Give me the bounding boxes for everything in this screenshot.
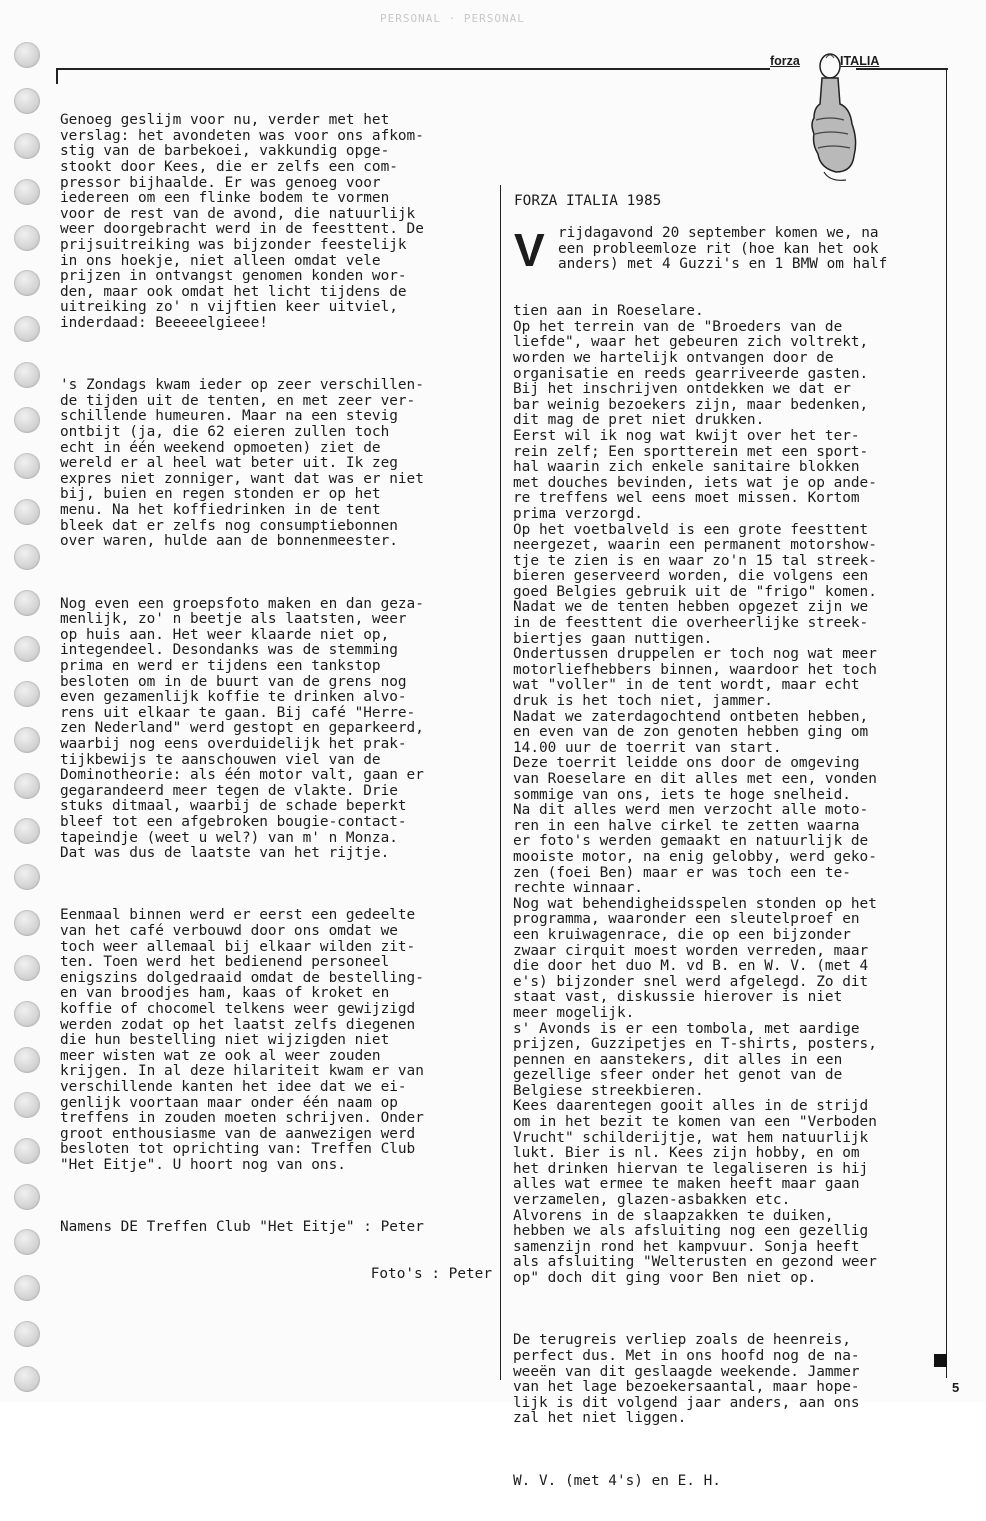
binder-hole xyxy=(14,773,40,799)
binder-hole xyxy=(14,1092,40,1118)
signature-line: W. V. (met 4's) en E. H. xyxy=(513,1472,721,1489)
binder-hole xyxy=(14,133,40,159)
binder-hole xyxy=(14,407,40,433)
binder-hole xyxy=(14,590,40,616)
binder-hole xyxy=(14,681,40,707)
drop-cap: V xyxy=(514,224,545,276)
binder-hole xyxy=(14,818,40,844)
binder-hole xyxy=(14,910,40,936)
column-divider xyxy=(500,185,501,1380)
frame-top-line-right xyxy=(856,68,948,70)
binder-hole xyxy=(14,864,40,890)
paragraph: Eenmaal binnen werd er eerst een gedeelte van het café verbouwd door ons omdat we toch weer allemaal bij elkaar wilden zit- ten. Toen werd het bedienend personeel enigszins dolgedraaid omdat de bestelling- en van broodjes ham, kaas of kroket en koffie of chocomel telkens weer gewijzigd werden zodat op het laatst zelfs diegenen die hun bestelling niet wijzigden niet meer wisten wat ze ook al weer zouden krijgen. In al deze hilariteit kwam er van verschillende kanten het idee dat we ei- genlijk voortaan maar onder één naam op treffens in zouden moeten schrijven. Onder groot enthousiasme van de aanwezigen werd besloten tot oprichting van: Treffen Club "Het Eitje". U hoort nog van ons. xyxy=(60,907,424,1173)
frame-top-line xyxy=(56,68,770,70)
brand-italia: ITALIA xyxy=(840,54,880,68)
article-title: FORZA ITALIA 1985 xyxy=(514,193,662,209)
binder-hole xyxy=(14,727,40,753)
binder-hole xyxy=(14,88,40,114)
right-column xyxy=(513,273,945,1521)
signature-line: Namens DE Treffen Club "Het Eitje" : Peter xyxy=(60,1219,424,1236)
binder-hole xyxy=(14,1366,40,1392)
left-column xyxy=(60,82,492,1314)
frame-left-tick xyxy=(56,68,58,84)
binder-hole xyxy=(14,1229,40,1255)
binder-hole xyxy=(14,544,40,570)
binder-hole xyxy=(14,316,40,342)
binder-hole xyxy=(14,42,40,68)
binder-hole xyxy=(14,955,40,981)
brand-forza: forza xyxy=(770,54,800,68)
binder-hole xyxy=(14,499,40,525)
binder-hole xyxy=(14,1321,40,1347)
thumbs-up-icon xyxy=(800,44,862,184)
binder-hole xyxy=(14,179,40,205)
binder-hole xyxy=(14,362,40,388)
paragraph: 's Zondags kwam ieder op zeer verschillen- de tijden uit de tenten, en met zeer ver- schillende humeuren. Maar na een stevig ontbijt (ja, die 62 eieren zullen toch echt in één weekend opmoeten) ziet de wereld er al heel wat beter uit. Ik zeg expres niet zonniger, want dat was er niet bij, buien en regen stonden er op het menu. Na het koffiedrinken in de tent bleek dat er zelfs nog consumptiebonnen over waren, hulde aan de bonnenmeester. xyxy=(60,377,424,550)
binder-hole xyxy=(14,1138,40,1164)
paragraph: Nog even een groepsfoto maken en dan geza- menlijk, zo' n beetje als laatsten, weer op huis aan. Het weer klaarde niet op, integendeel. Desondanks was de stemming prima en werd er tijdens een tankstop besloten om in de buurt van de grens nog even gezamenlijk koffie te drinken alvo- rens uit elkaar te gaan. Bij café "Herre- zen Nederland" werd gestopt en geparkeerd, waarbij nog eens overduidelijk het prak- tijkbewijs te aanschouwen viel van de Dominotheorie: als één motor valt, gaan er gegarandeerd meer tegen de vlakte. Drie stuks ditmaal, waarbij de schade beperkt bleef tot een afgebroken bougie-contact- tapeindje (weet u wel?) van m' n Monza. Dat was dus de laatste van het rijtje. xyxy=(60,595,424,862)
paragraph: De terugreis verliep zoals de heenreis, perfect dus. Met in ons hoofd nog de na- weeën van dit geslaagde weekende. Jammer van het lage bezoekersaantal, maar hope- lijk is dit volgend jaar anders, aan ons zal het niet liggen. xyxy=(513,1332,860,1427)
paragraph: Genoeg geslijm voor nu, verder met het verslag: het avondeten was voor ons afkom- stig van de barbekoei, vakkundig opge- stookt door Kees, die er zelfs een com- pressor bijhaalde. Er was genoeg voor iedereen om een flinke bodem te vormen voor de rest van de avond, die natuurlijk weer doorgebracht werd in de feesttent. De prijsuitreiking was bijzonder feestelijk in ons hoekje, niet alleen omdat vele prijzen in ontvangst genomen konden wor- den, maar ook omdat het licht tijdens de uitreiking zo' n vijftien keer uitviel, inderdaad: Beeeeelgieee! xyxy=(60,112,424,331)
end-mark-icon xyxy=(934,1354,947,1367)
binder-hole xyxy=(14,1001,40,1027)
faint-top-text: PERSONAL · PERSONAL xyxy=(380,12,525,25)
binder-hole xyxy=(14,1184,40,1210)
paragraph: tien aan in Roeselare. Op het terrein van de "Broeders van de liefde", waar het gebeuren zich voltrekt, worden we hartelijk ontvangen door de organisatie en reeds gearriveerde gasten. Bij het inschrijven ontdekken we dat er bar weinig bezoekers zijn, maar bedenken, dit mag de pret niet drukken. Eerst wil ik nog wat kwijt over het ter- rein zelf; Een sportterein met een sport- hal waarin zich enkele sanitaire blokken met douches bevinden, iets wat je op ande- re treffens wel eens moet missen. Kortom prima verzorgd. Op het voetbalveld is een grote feesttent neergezet, waarin een permanent motorshow- tje te zien is en waar zo'n 15 tal streek- bieren geserveerd worden, die volgens een goed Belgies gebruik uit de "frigo" komen. Nadat we de tenten hebben opgezet zijn we in de feesttent die overheerlijke streek- biertjes gaan nuttigen. Ondertussen druppelen er toch nog wat meer motorliefhebbers binnen, waardoor het toch wat "voller" in de tent wordt, maar echt druk is het toch niet, jammer. Nadat we zaterdagochtend ontbeten hebben, en even van de zon genoten hebben ging om 14.00 uur de toerrit van start. Deze toerrit leidde ons door de omgeving van Roeselare en dit alles met een, vonden sommige van ons, iets te hoge snelheid. Na dit alles werd men verzocht alle moto- ren in een halve cirkel te zetten waarna er foto's werden gemaakt en natuurlijk de mooiste motor, na enig gelobby, werd geko- zen (foei Ben) maar er was toch een te- rechte winnaar. Nog wat behendigheidsspelen stonden op het programma, waaronder een sleutelproef en een kruiwagenrace, die op een bijzonder zwaar cirquit moest worden verreden, maar die door het duo M. vd B. en W. V. (met 4 e's) bijzonder snel werd afgelegd. Zo dit staat vast, diskussie hierover is niet meer mogelijk. s' Avonds is er een tombola, met aardige prijzen, Guzzipetjes en T-shirts, posters, pennen en aanstekers, dit alles in een gezellige sfeer onder het genot van de Belgiese streekbieren. Kees daarentegen gooit alles in de strijd om in het bezit te komen van een "Verboden Vrucht" schilderijtje, wat hem natuurlijk lukt. Bier is nl. Kees zijn hobby, en om het drinken hiervan te legaliseren is hij alles wat ermee te maken heeft maar gaan verzamelen, glazen-asbakken etc. Alvorens in de slaapzakken te duiken, hebben we als afsluiting nog een gezellig samenzijn rond het kampvuur. Sonja heeft als afsluiting "Welterusten en gezond weer op" doch dit ging voor Ben niet op. xyxy=(513,303,877,1286)
intro-lines: rijdagavond 20 september komen we, na een probleemloze rit (hoe kan het ook anders) met 4 Guzzi's en 1 BMW om half xyxy=(558,225,888,273)
binder-hole xyxy=(14,636,40,662)
binder-hole xyxy=(14,1047,40,1073)
page-number: 5 xyxy=(952,1380,960,1395)
binder-hole xyxy=(14,225,40,251)
binder-hole xyxy=(14,453,40,479)
binder-hole xyxy=(14,1275,40,1301)
binder-hole xyxy=(14,270,40,296)
photo-credit-line: Foto's : Peter xyxy=(370,1266,492,1283)
